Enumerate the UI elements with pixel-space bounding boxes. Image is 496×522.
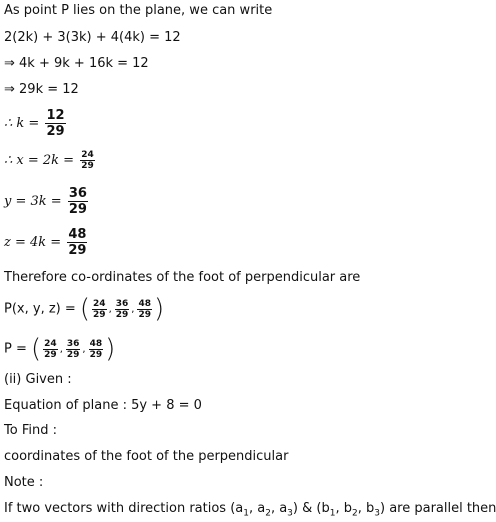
k-equation [4,108,68,139]
z-equation [4,227,89,258]
comma: , [131,304,135,315]
text-line-13: Equation of plane : 5y + 8 = 0 [4,398,202,413]
subscript: 3 [287,508,293,519]
x-fraction [80,150,95,171]
text-part: If two vectors with direction ratios (a [4,501,244,516]
text-line-4: ⇒ 29k = 12 [4,82,79,97]
numerator: 24 [44,338,57,349]
y-equation-lhs: y = 3k = [4,194,62,209]
denominator: 29 [89,349,103,360]
denominator: 29 [93,309,106,320]
subscript: 2 [265,508,271,519]
subscript: 1 [243,508,249,519]
denominator: 29 [115,309,129,320]
pxyz-tuple [80,296,164,322]
y-fraction [68,186,88,217]
x-equation [4,150,97,171]
open-paren: ( [31,334,42,364]
text-line-1: As point P lies on the plane, we can write [4,3,273,18]
k-fraction [45,108,65,139]
subscript: 2 [351,508,358,519]
p-lhs: P = [4,341,27,357]
p-fraction-z [89,339,104,360]
y-equation [4,186,90,217]
pxyz-fraction-z [137,299,152,320]
z-fraction [67,227,87,258]
numerator: 36 [115,298,129,309]
pxyz-equation [4,296,164,322]
k-equation-lhs: ∴ k = [4,116,40,131]
p-fraction-x [43,339,58,360]
pxyz-lhs: P(x, y, z) = [4,301,76,317]
y-denominator: 29 [68,202,87,217]
text-line-9: Therefore co-ordinates of the foot of perpendicular are [4,270,361,285]
p-tuple [31,336,115,362]
z-denominator: 29 [68,243,87,258]
z-numerator: 48 [68,227,87,242]
text-part: , b [335,501,352,516]
pxyz-fraction-y [115,299,130,320]
comma: , [59,344,63,355]
p-fraction-y [66,339,81,360]
comma: , [82,344,86,355]
text-line-17 [4,501,496,522]
text-part: , a [248,501,266,516]
denominator: 29 [138,309,152,320]
text-line-15: coordinates of the foot of the perpendicular [4,449,289,464]
x-denominator: 29 [81,161,94,171]
k-numerator: 12 [46,108,65,123]
text-line-3: ⇒ 4k + 9k + 16k = 12 [4,56,149,71]
close-paren: ) [105,334,116,364]
z-equation-lhs: z = 4k = [4,235,62,250]
y-numerator: 36 [68,186,87,201]
text-part: ) are parallel then [379,501,496,516]
text-line-16: Note : [4,475,44,490]
text-line-2: 2(2k) + 3(3k) + 4(4k) = 12 [4,30,181,45]
text-line-14: To Find : [4,423,57,438]
denominator: 29 [66,349,80,360]
open-paren: ( [79,294,91,324]
k-denominator: 29 [46,124,65,139]
pxyz-fraction-x [92,299,107,320]
text-part: , b [357,501,375,516]
text-part: ) & (b [292,501,330,516]
text-part: , a [270,501,288,516]
p-equation [4,336,115,362]
x-equation-lhs: ∴ x = 2k = [4,153,75,168]
subscript: 1 [329,508,336,519]
numerator: 24 [93,298,106,309]
numerator: 48 [138,298,152,309]
numerator: 36 [66,338,80,349]
numerator: 48 [89,338,103,349]
close-paren: ) [154,294,165,324]
text-line-12: (ii) Given : [4,372,72,387]
subscript: 3 [374,508,380,519]
x-numerator: 24 [81,150,94,160]
comma: , [108,304,112,315]
denominator: 29 [44,349,57,360]
